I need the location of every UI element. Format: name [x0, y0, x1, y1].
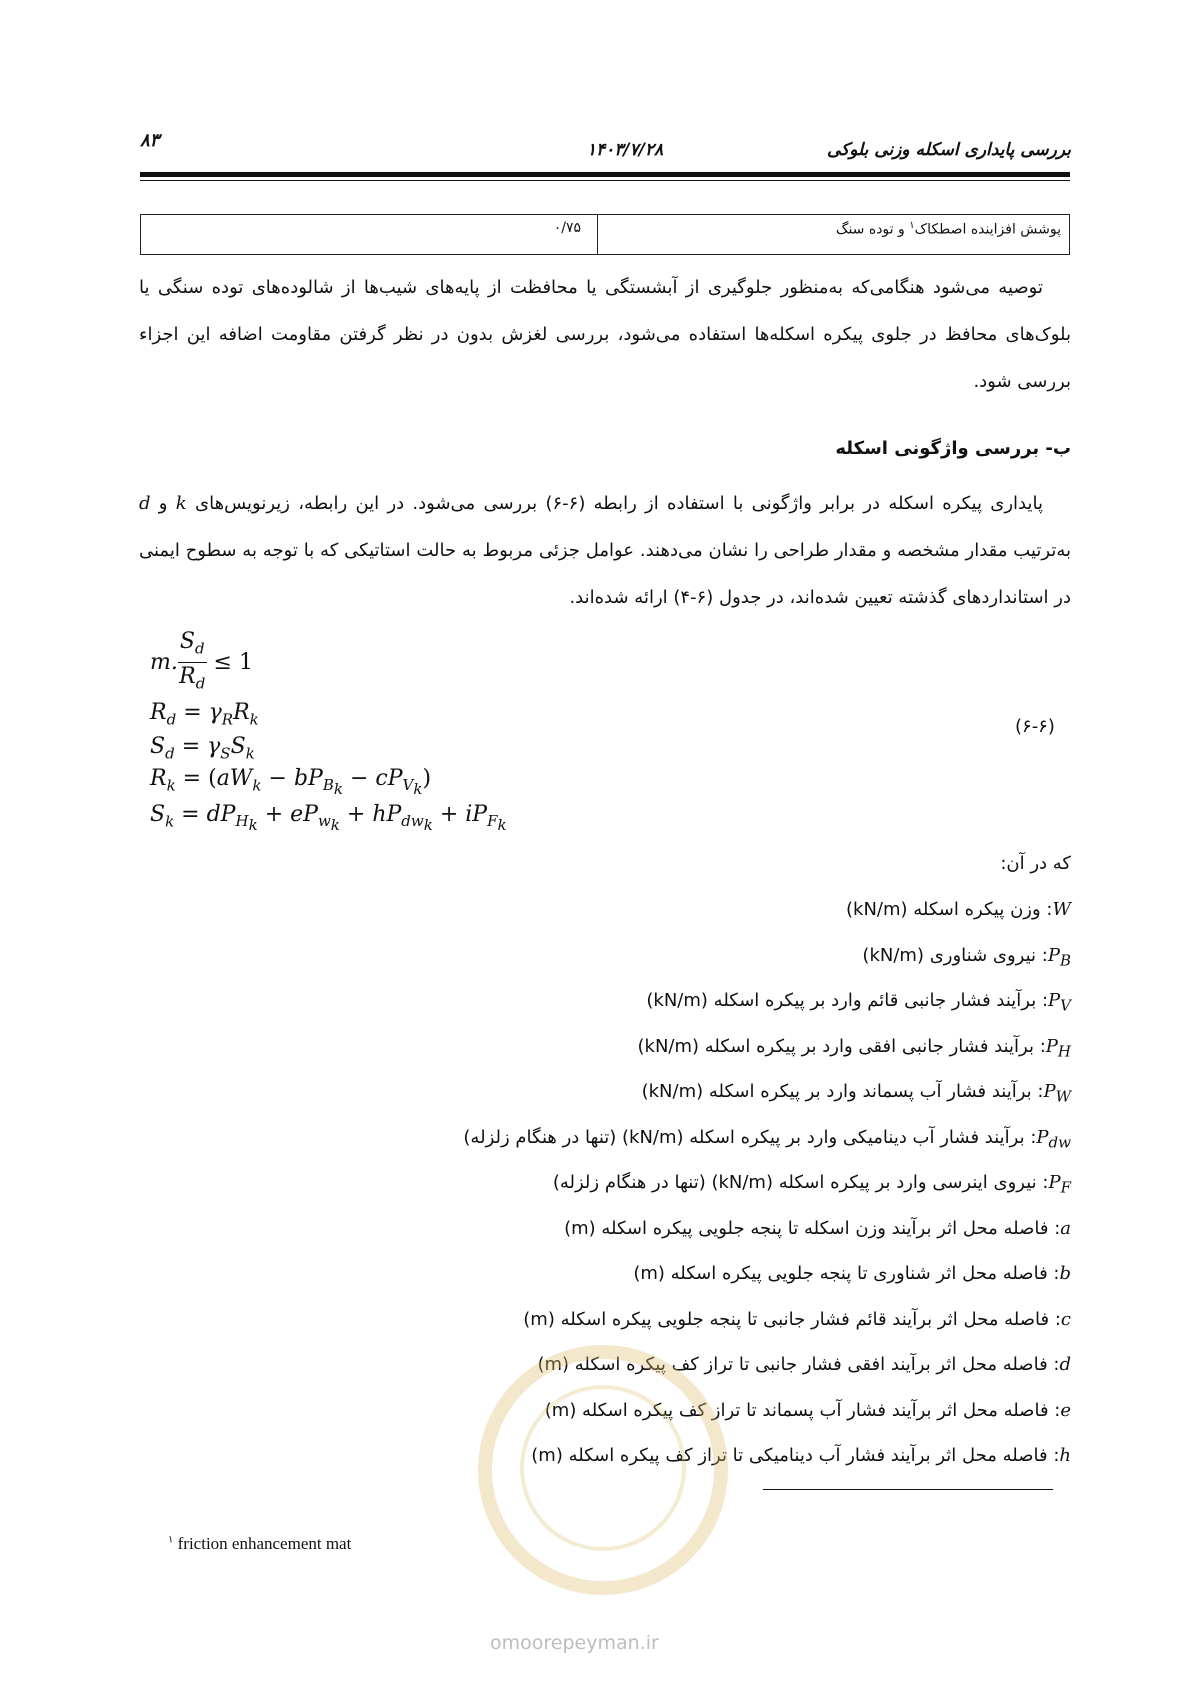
definition-symbol: P: [1043, 1081, 1056, 1102]
definition-text: : فاصله محل اثر برآیند وزن اسکله تا پنجه جلویی پیکره اسکله (m): [564, 1217, 1061, 1239]
where-label: که در آن:: [1000, 853, 1071, 874]
coefficient-table: [140, 214, 1070, 255]
definition-item: [463, 1126, 1071, 1155]
definition-subscript: W: [1055, 1087, 1071, 1106]
definition-symbol: c: [1060, 1308, 1071, 1330]
paragraph-overturning: پایداری پیکره اسکله در برابر واژگونی با استفاده از رابطه (۶-۶) بررسی می‌شود. در این رابطه، زیرنویس‌های k و d به‌ترتیب مقدار مشخصه و مقدار طراحی را نشان می‌دهند. عوامل جزئی مربوط به حالت استاتیکی که با توجه به سطوح ایمنی در استانداردهای گذشته تعیین شده‌اند، در جدول (۶-۴) ارائه شده‌اند.: [139, 493, 1071, 608]
definition-text: : فاصله محل اثر برآیند افقی فشار جانبی تا تراز کف پیکره اسکله (m): [537, 1354, 1060, 1375]
footnote-rule: [763, 1489, 1053, 1490]
definition-symbol: P: [1048, 990, 1061, 1011]
definition-text: : وزن پیکره اسکله (kN/m): [845, 899, 1053, 920]
header-date: ۱۴۰۳/۷/۲۸: [586, 140, 664, 160]
definition-text: : برآیند فشار جانبی قائم وارد بر پیکره اسکله (kN/m): [646, 990, 1049, 1011]
equation-rd: $R_d = \gamma_RR_k$: [150, 700, 259, 729]
definition-subscript: B: [1059, 951, 1071, 970]
definition-text: : برآیند فشار آب دینامیکی وارد بر پیکره اسکله (kN/m) (تنها در هنگام زلزله): [463, 1126, 1037, 1148]
definition-symbol: d: [1059, 1354, 1071, 1375]
page-number: ۸۳: [140, 130, 160, 151]
definition-symbol: P: [1047, 944, 1060, 966]
definition-subscript: F: [1060, 1178, 1071, 1197]
definition-item: [633, 1262, 1071, 1291]
definition-symbol: P: [1045, 1035, 1058, 1057]
table-row: [141, 215, 1070, 255]
definition-item: [862, 944, 1071, 973]
definition-item: [523, 1308, 1071, 1337]
definition-text: : فاصله محل اثر برآیند قائم فشار جانبی تا پنجه جلویی پیکره اسکله (m): [523, 1308, 1061, 1330]
definition-symbol: h: [1059, 1445, 1071, 1466]
running-title: بررسی پایداری اسکله وزنی بلوکی: [826, 140, 1071, 160]
definition-symbol: b: [1059, 1263, 1071, 1284]
table-cell-label: پوشش افزاینده اصطکاک$^۱$ و توده سنگ: [598, 215, 1070, 255]
definition-subscript: dw: [1048, 1133, 1071, 1152]
definition-item: [553, 1171, 1071, 1200]
definition-text: : برآیند فشار جانبی افقی وارد بر پیکره اسکله (kN/m): [637, 1035, 1046, 1057]
definition-text: : نیروی شناوری (kN/m): [862, 944, 1048, 966]
equation-number: (۶-۶): [1015, 716, 1055, 737]
equation-sd: $S_d = \gamma_SS_k$: [150, 734, 255, 763]
definition-item: [846, 898, 1071, 927]
definition-symbol: P: [1036, 1126, 1049, 1148]
definition-item: [642, 1080, 1071, 1109]
definition-text: : فاصله محل اثر شناوری تا پنجه جلویی پیکره اسکله (m): [633, 1263, 1060, 1284]
definition-symbol: P: [1048, 1172, 1061, 1193]
definition-subscript: H: [1057, 1042, 1071, 1061]
equation-rk: $R_k = (aW_k - bP_{B_k} - cP_{V_k})$: [150, 766, 432, 799]
definition-item: [646, 989, 1071, 1018]
definition-text: : برآیند فشار آب پسماند وارد بر پیکره اسکله (kN/m): [641, 1081, 1044, 1102]
definition-subscript: V: [1060, 996, 1071, 1015]
definition-symbol: e: [1060, 1399, 1071, 1421]
paragraph-sliding-note: توصیه می‌شود هنگامی‌که به‌منظور جلوگیری از آبشستگی یا محافظت از پایه‌های شیب‌ها از شالوده‌های توده سنگی یا بلوک‌های محافظ در جلوی پیکره اسکله‌ها استفاده می‌شود، بررسی لغزش بدون در نظر گرفتن مقاومت اضافه این اجزاء بررسی شود.: [139, 277, 1071, 392]
watermark-text: omoorepeyman.ir: [490, 1632, 659, 1654]
table-cell-value: ۰/۷۵: [141, 215, 598, 255]
definition-item: [638, 1035, 1072, 1064]
definition-symbol: W: [1052, 899, 1071, 920]
definition-item: [564, 1217, 1071, 1246]
section-heading: ب- بررسی واژگونی اسکله: [835, 438, 1071, 459]
header-rule-thick: [140, 172, 1070, 177]
equation-ratio: m. $\frac{S_d}{R_d}$ ≤ 1: [150, 629, 253, 693]
definition-text: : فاصله محل اثر برآیند فشار آب دینامیکی تا تراز کف پیکره اسکله (m): [531, 1445, 1060, 1466]
header-rule-thin: [140, 180, 1070, 181]
equation-sk: $S_k = dP_{H_k} + eP_{w_k} + hP_{dw_k} + iP_{F_k}$: [150, 802, 507, 835]
definition-text: : فاصله محل اثر برآیند فشار آب پسماند تا تراز کف پیکره اسکله (m): [544, 1399, 1061, 1421]
definition-text: : نیروی اینرسی وارد بر پیکره اسکله (kN/m) (تنها در هنگام زلزله): [552, 1172, 1049, 1193]
definition-symbol: a: [1060, 1217, 1071, 1239]
footnote: $^۱$ friction enhancement mat: [168, 1534, 352, 1553]
watermark-seal-inner: [520, 1385, 686, 1551]
